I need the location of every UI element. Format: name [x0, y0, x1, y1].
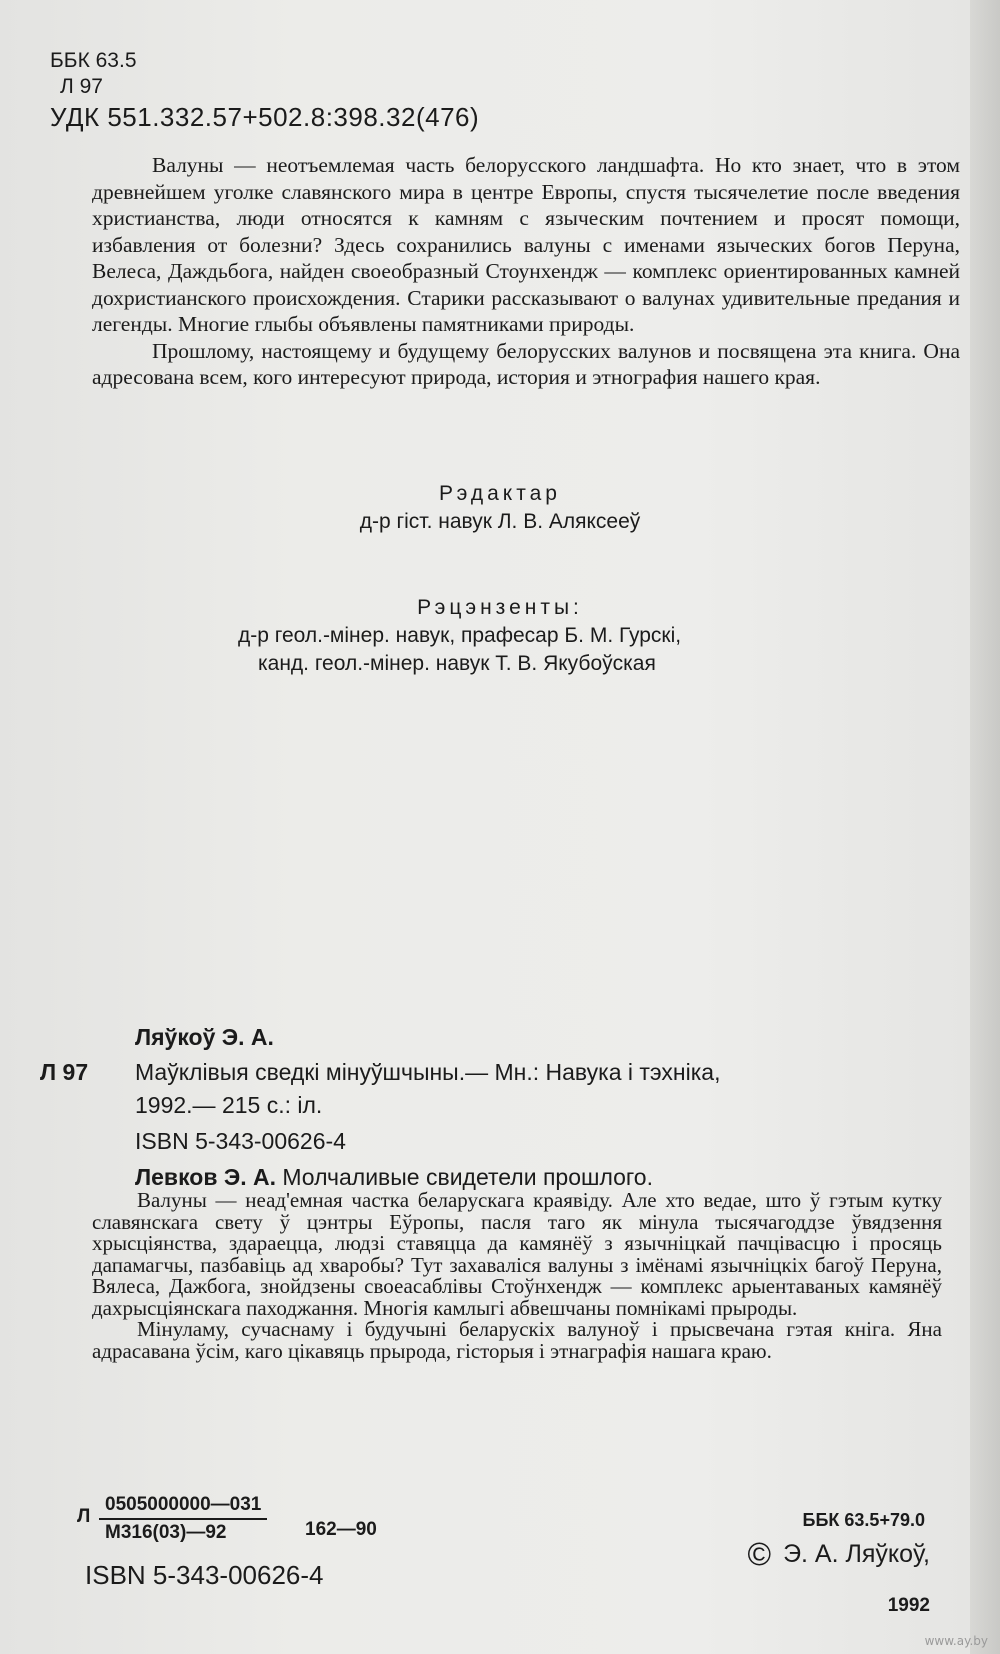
- watermark: www.ay.by: [924, 1634, 988, 1648]
- udk-code: УДК 551.332.57+502.8:398.32(476): [50, 102, 480, 132]
- copyright: [747, 1536, 930, 1573]
- classification-codes: [50, 48, 479, 130]
- bbk-code: ББК 63.5: [50, 49, 137, 72]
- copyright-year: 1992: [887, 1595, 930, 1616]
- reviewer: канд. геол.-мінер. навук Т. В. Якубоўская: [258, 652, 656, 675]
- copyright-icon: ©: [747, 1536, 772, 1572]
- bbk-footer: ББК 63.5+79.0: [802, 1510, 925, 1530]
- editor-name: д-р гіст. навук Л. В. Аляксееў: [359, 510, 641, 533]
- page-edge: [970, 0, 1000, 1654]
- annotation-paragraph: Валуны — неотъемлемая часть белорусского ландшафта. Но кто знает, что в этом древнейшем уголке славянского мира в центре Европы, спустя тысячелетие после введения христианства, люди относятся к камням с языческим почтением и просят помощи, избавления от болезни? Здесь сохранились валуны с именами языческих богов Перуна, Велеса, Даждьбога, найден своеобразный Стоунхендж — комплекс ориентированных камней дохристианского происхождения. Старики рассказывают о валунах удивительные предания и легенды. Многие глыбы объявлены памятниками природы.: [92, 153, 960, 336]
- catalog-imprint: 1992.— 215 с.: іл.: [135, 1092, 323, 1118]
- catalog-author: Ляўкоў Э. А.: [135, 1024, 274, 1050]
- publication-index: [77, 1494, 267, 1544]
- catalog-ru-title: Молчаливые свидетели прошлого.: [282, 1164, 653, 1190]
- catalog-code: Л 97: [40, 1059, 89, 1085]
- reviewers-title-block: [0, 594, 1000, 622]
- index-denominator: М316(03)—92: [105, 1522, 227, 1543]
- author-mark: Л 97: [60, 75, 103, 98]
- editor-block: [0, 480, 1000, 536]
- annotation-paragraph: Мінуламу, сучаснаму і будучыні беларускіх валуноў і прысвечана гэтая кніга. Яна адрасавана ўсім, каго цікавяць прырода, гісторыя і этнаграфія нашага краю.: [92, 1317, 942, 1363]
- annotation-belarusian: [92, 1190, 942, 1362]
- isbn-footer: ISBN 5-343-00626-4: [85, 1560, 324, 1590]
- annotation-paragraph: Прошлому, настоящему и будущему белорусских валунов и посвящена эта книга. Она адресована всем, кого интересуют природа, история и этнография нашего края.: [92, 338, 960, 389]
- catalog-title: Маўклівыя сведкі мінуўшчыны.— Мн.: Навука і тэхніка,: [135, 1059, 721, 1085]
- index-tail: 162—90: [305, 1519, 377, 1540]
- reviewer: д-р геол.-мінер. навук, прафесар Б. М. Гурскі,: [238, 624, 682, 647]
- copyright-holder: Э. А. Ляўкоў,: [783, 1540, 930, 1568]
- editor-title: Рэдактар: [439, 482, 561, 505]
- catalog-isbn: ISBN 5-343-00626-4: [135, 1128, 346, 1154]
- index-numerator: 0505000000—031: [99, 1494, 267, 1520]
- catalog-ru-author: Левков Э. А.: [135, 1164, 276, 1190]
- index-prefix: Л: [77, 1506, 91, 1527]
- annotation-russian: [92, 152, 960, 391]
- reviewers-list: [238, 622, 681, 678]
- catalog-card: [40, 1023, 960, 1191]
- annotation-paragraph: Валуны — неад'емная частка беларускага краявіду. Але хто ведае, што ў гэтым кутку славянскага свету ў цэнтры Еўропы, пасля таго як мінула тысячагоддзе ўвядзення хрысціянства, здараецца, людзі ставяцца да камянёў з язычніцкай пачцівасцю і просяць дапамагчы, пазбавіць ад хваробы? Тут захаваліся валуны з імёнамі язычніцкіх багоў Перуна, Вялеса, Дажбога, знойдзены своеасаблівы Стоўнхендж — комплекс арыентаваных камянёў дахрысціянскага паходжання. Многія камлыгі абвешчаны помнікамі прыроды.: [92, 1188, 942, 1320]
- reviewers-title: Рэцэнзенты:: [417, 596, 583, 619]
